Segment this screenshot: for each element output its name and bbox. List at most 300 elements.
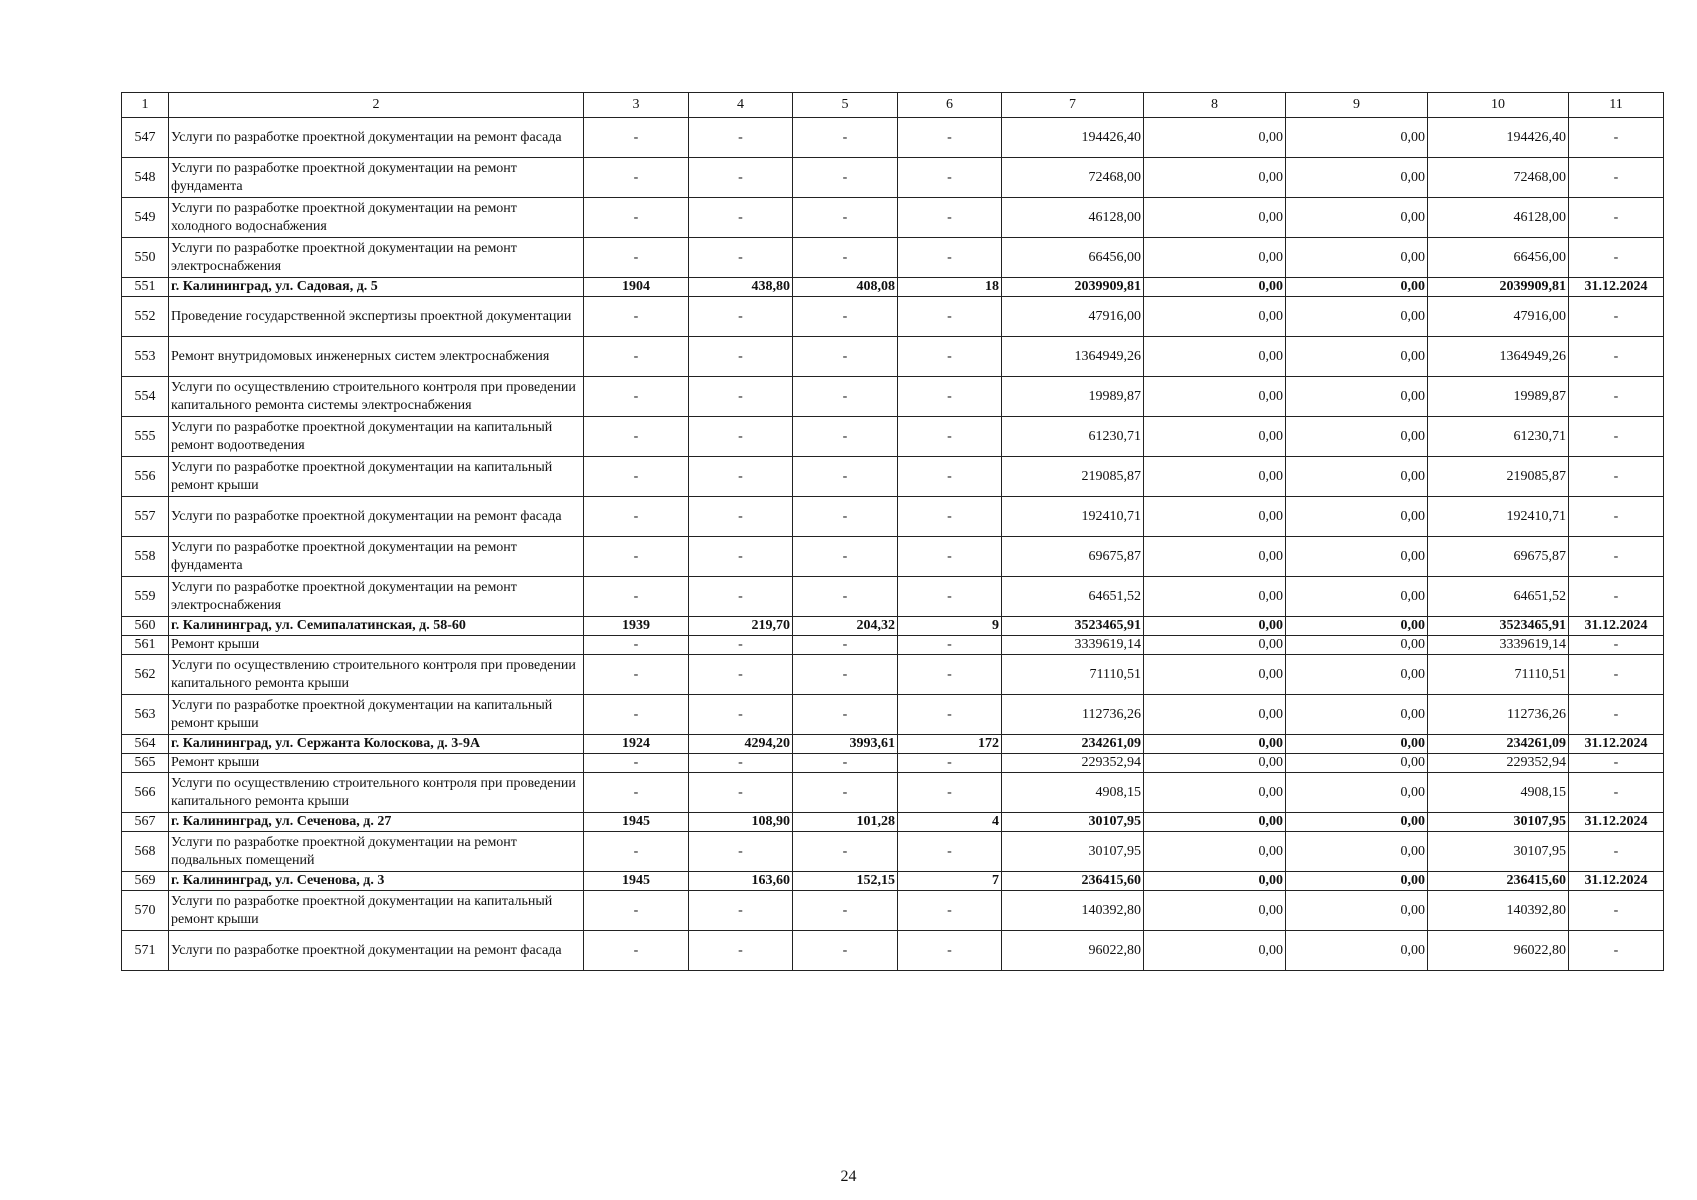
description-cell: Услуги по разработке проектной документации на ремонт подвальных помещений: [169, 832, 584, 872]
col8-cell: 0,00: [1144, 278, 1286, 297]
col8-cell: 0,00: [1144, 238, 1286, 278]
date-cell: -: [1569, 577, 1664, 617]
col5-cell: -: [793, 832, 898, 872]
col7-cell: 1364949,26: [1002, 337, 1144, 377]
col6-cell: -: [898, 695, 1002, 735]
table-row: [122, 655, 1664, 695]
year-cell: -: [584, 537, 689, 577]
col7-cell: 46128,00: [1002, 198, 1144, 238]
col5-cell: -: [793, 457, 898, 497]
table-row: [122, 297, 1664, 337]
col5-cell: -: [793, 891, 898, 931]
description-cell: Проведение государственной экспертизы проектной документации: [169, 297, 584, 337]
col6-cell: 4: [898, 813, 1002, 832]
col7-cell: 2039909,81: [1002, 278, 1144, 297]
year-cell: -: [584, 377, 689, 417]
col9-cell: 0,00: [1286, 695, 1428, 735]
col5-cell: -: [793, 773, 898, 813]
date-cell: -: [1569, 931, 1664, 971]
col9-cell: 0,00: [1286, 337, 1428, 377]
row-number-cell: 550: [122, 238, 169, 278]
description-cell: г. Калининград, ул. Сеченова, д. 3: [169, 872, 584, 891]
date-cell: 31.12.2024: [1569, 872, 1664, 891]
col6-cell: -: [898, 118, 1002, 158]
col9-cell: 0,00: [1286, 118, 1428, 158]
col10-cell: 19989,87: [1428, 377, 1569, 417]
col8-cell: 0,00: [1144, 872, 1286, 891]
col5-cell: -: [793, 238, 898, 278]
page-number: 24: [840, 1168, 857, 1185]
col5-cell: -: [793, 695, 898, 735]
col9-cell: 0,00: [1286, 872, 1428, 891]
col5-cell: -: [793, 655, 898, 695]
year-cell: -: [584, 832, 689, 872]
col8-cell: 0,00: [1144, 655, 1286, 695]
table-row: [122, 337, 1664, 377]
date-cell: -: [1569, 198, 1664, 238]
row-number-cell: 553: [122, 337, 169, 377]
col7-cell: 219085,87: [1002, 457, 1144, 497]
col6-cell: -: [898, 577, 1002, 617]
description-cell: Ремонт крыши: [169, 754, 584, 773]
col6-cell: -: [898, 158, 1002, 198]
col6-cell: -: [898, 497, 1002, 537]
year-cell: -: [584, 417, 689, 457]
row-number-cell: 570: [122, 891, 169, 931]
col4-cell: -: [689, 198, 793, 238]
year-cell: -: [584, 931, 689, 971]
col6-cell: -: [898, 337, 1002, 377]
col6-cell: -: [898, 537, 1002, 577]
table-row: [122, 931, 1664, 971]
col8-cell: 0,00: [1144, 297, 1286, 337]
col7-cell: 47916,00: [1002, 297, 1144, 337]
description-cell: Услуги по разработке проектной документации на ремонт фасада: [169, 118, 584, 158]
description-cell: Услуги по разработке проектной документации на ремонт фасада: [169, 931, 584, 971]
col4-cell: -: [689, 537, 793, 577]
year-cell: 1945: [584, 872, 689, 891]
row-number-cell: 555: [122, 417, 169, 457]
col5-cell: -: [793, 337, 898, 377]
col9-cell: 0,00: [1286, 735, 1428, 754]
date-cell: -: [1569, 773, 1664, 813]
col10-cell: 64651,52: [1428, 577, 1569, 617]
row-number-cell: 557: [122, 497, 169, 537]
year-cell: -: [584, 773, 689, 813]
col9-cell: 0,00: [1286, 297, 1428, 337]
table-row: [122, 695, 1664, 735]
column-header: 11: [1569, 93, 1664, 118]
col10-cell: 234261,09: [1428, 735, 1569, 754]
year-cell: -: [584, 337, 689, 377]
date-cell: -: [1569, 297, 1664, 337]
description-cell: Услуги по разработке проектной документации на капитальный ремонт крыши: [169, 891, 584, 931]
col9-cell: 0,00: [1286, 377, 1428, 417]
table-row: [122, 832, 1664, 872]
row-number-cell: 568: [122, 832, 169, 872]
date-cell: -: [1569, 417, 1664, 457]
col5-cell: 101,28: [793, 813, 898, 832]
col4-cell: -: [689, 337, 793, 377]
col9-cell: 0,00: [1286, 158, 1428, 198]
year-cell: 1945: [584, 813, 689, 832]
col6-cell: -: [898, 773, 1002, 813]
col9-cell: 0,00: [1286, 636, 1428, 655]
date-cell: -: [1569, 695, 1664, 735]
col6-cell: -: [898, 655, 1002, 695]
description-cell: Услуги по разработке проектной документации на капитальный ремонт водоотведения: [169, 417, 584, 457]
col9-cell: 0,00: [1286, 891, 1428, 931]
row-number-cell: 561: [122, 636, 169, 655]
program-table: [121, 92, 1664, 971]
row-number-cell: 547: [122, 118, 169, 158]
col9-cell: 0,00: [1286, 238, 1428, 278]
row-number-cell: 559: [122, 577, 169, 617]
col8-cell: 0,00: [1144, 695, 1286, 735]
col4-cell: -: [689, 754, 793, 773]
description-cell: Услуги по разработке проектной документации на капитальный ремонт крыши: [169, 695, 584, 735]
year-cell: 1924: [584, 735, 689, 754]
col10-cell: 47916,00: [1428, 297, 1569, 337]
row-number-cell: 556: [122, 457, 169, 497]
col9-cell: 0,00: [1286, 754, 1428, 773]
col6-cell: -: [898, 198, 1002, 238]
col6-cell: -: [898, 754, 1002, 773]
col5-cell: -: [793, 497, 898, 537]
description-cell: Услуги по разработке проектной документации на капитальный ремонт крыши: [169, 457, 584, 497]
col8-cell: 0,00: [1144, 537, 1286, 577]
col5-cell: -: [793, 636, 898, 655]
description-cell: Услуги по разработке проектной документации на ремонт фасада: [169, 497, 584, 537]
date-cell: 31.12.2024: [1569, 735, 1664, 754]
col4-cell: 438,80: [689, 278, 793, 297]
date-cell: -: [1569, 754, 1664, 773]
description-cell: Услуги по разработке проектной документации на ремонт электроснабжения: [169, 577, 584, 617]
col4-cell: 108,90: [689, 813, 793, 832]
col7-cell: 96022,80: [1002, 931, 1144, 971]
col10-cell: 3523465,91: [1428, 617, 1569, 636]
col7-cell: 71110,51: [1002, 655, 1144, 695]
year-cell: -: [584, 238, 689, 278]
col5-cell: 204,32: [793, 617, 898, 636]
col5-cell: 3993,61: [793, 735, 898, 754]
col9-cell: 0,00: [1286, 655, 1428, 695]
col9-cell: 0,00: [1286, 198, 1428, 238]
col5-cell: -: [793, 377, 898, 417]
year-cell: -: [584, 297, 689, 337]
col7-cell: 64651,52: [1002, 577, 1144, 617]
col9-cell: 0,00: [1286, 577, 1428, 617]
col7-cell: 229352,94: [1002, 754, 1144, 773]
col6-cell: 7: [898, 872, 1002, 891]
col5-cell: -: [793, 754, 898, 773]
col8-cell: 0,00: [1144, 813, 1286, 832]
col4-cell: -: [689, 497, 793, 537]
description-cell: г. Калининград, ул. Садовая, д. 5: [169, 278, 584, 297]
table-row: [122, 238, 1664, 278]
description-cell: Ремонт крыши: [169, 636, 584, 655]
col4-cell: -: [689, 158, 793, 198]
year-cell: -: [584, 198, 689, 238]
col10-cell: 194426,40: [1428, 118, 1569, 158]
year-cell: -: [584, 497, 689, 537]
description-cell: Услуги по разработке проектной документации на ремонт электроснабжения: [169, 238, 584, 278]
date-cell: -: [1569, 457, 1664, 497]
col8-cell: 0,00: [1144, 735, 1286, 754]
table-row: [122, 198, 1664, 238]
col8-cell: 0,00: [1144, 198, 1286, 238]
row-number-cell: 566: [122, 773, 169, 813]
column-header: 8: [1144, 93, 1286, 118]
col4-cell: -: [689, 655, 793, 695]
col7-cell: 19989,87: [1002, 377, 1144, 417]
col10-cell: 46128,00: [1428, 198, 1569, 238]
col4-cell: -: [689, 577, 793, 617]
col6-cell: -: [898, 636, 1002, 655]
row-number-cell: 562: [122, 655, 169, 695]
col6-cell: -: [898, 377, 1002, 417]
col6-cell: 18: [898, 278, 1002, 297]
col10-cell: 229352,94: [1428, 754, 1569, 773]
col6-cell: -: [898, 891, 1002, 931]
col10-cell: 61230,71: [1428, 417, 1569, 457]
col10-cell: 2039909,81: [1428, 278, 1569, 297]
col10-cell: 71110,51: [1428, 655, 1569, 695]
row-number-cell: 560: [122, 617, 169, 636]
col4-cell: -: [689, 238, 793, 278]
date-cell: -: [1569, 636, 1664, 655]
col10-cell: 72468,00: [1428, 158, 1569, 198]
date-cell: 31.12.2024: [1569, 278, 1664, 297]
date-cell: -: [1569, 537, 1664, 577]
col10-cell: 192410,71: [1428, 497, 1569, 537]
row-number-cell: 565: [122, 754, 169, 773]
column-header: 10: [1428, 93, 1569, 118]
col5-cell: -: [793, 118, 898, 158]
col10-cell: 4908,15: [1428, 773, 1569, 813]
col5-cell: -: [793, 577, 898, 617]
col5-cell: 152,15: [793, 872, 898, 891]
col8-cell: 0,00: [1144, 931, 1286, 971]
col4-cell: -: [689, 417, 793, 457]
col4-cell: -: [689, 118, 793, 158]
col8-cell: 0,00: [1144, 577, 1286, 617]
table-row: [122, 417, 1664, 457]
col4-cell: -: [689, 773, 793, 813]
col4-cell: -: [689, 891, 793, 931]
column-header: 6: [898, 93, 1002, 118]
col10-cell: 69675,87: [1428, 537, 1569, 577]
col7-cell: 112736,26: [1002, 695, 1144, 735]
year-cell: -: [584, 655, 689, 695]
col10-cell: 1364949,26: [1428, 337, 1569, 377]
col6-cell: -: [898, 457, 1002, 497]
date-cell: 31.12.2024: [1569, 813, 1664, 832]
col8-cell: 0,00: [1144, 158, 1286, 198]
col10-cell: 30107,95: [1428, 832, 1569, 872]
col6-cell: -: [898, 297, 1002, 337]
column-header: 4: [689, 93, 793, 118]
col6-cell: -: [898, 931, 1002, 971]
col7-cell: 30107,95: [1002, 813, 1144, 832]
col10-cell: 219085,87: [1428, 457, 1569, 497]
col8-cell: 0,00: [1144, 497, 1286, 537]
col4-cell: 219,70: [689, 617, 793, 636]
date-cell: 31.12.2024: [1569, 617, 1664, 636]
col8-cell: 0,00: [1144, 891, 1286, 931]
date-cell: -: [1569, 891, 1664, 931]
col9-cell: 0,00: [1286, 278, 1428, 297]
col4-cell: -: [689, 297, 793, 337]
col7-cell: 66456,00: [1002, 238, 1144, 278]
col7-cell: 72468,00: [1002, 158, 1144, 198]
table-row: [122, 577, 1664, 617]
col4-cell: -: [689, 457, 793, 497]
col9-cell: 0,00: [1286, 773, 1428, 813]
description-cell: г. Калининград, ул. Сеченова, д. 27: [169, 813, 584, 832]
description-cell: Ремонт внутридомовых инженерных систем электроснабжения: [169, 337, 584, 377]
col8-cell: 0,00: [1144, 457, 1286, 497]
col10-cell: 66456,00: [1428, 238, 1569, 278]
table-row: [122, 537, 1664, 577]
col7-cell: 192410,71: [1002, 497, 1144, 537]
col6-cell: 9: [898, 617, 1002, 636]
date-cell: -: [1569, 377, 1664, 417]
year-cell: -: [584, 695, 689, 735]
col7-cell: 4908,15: [1002, 773, 1144, 813]
col4-cell: -: [689, 832, 793, 872]
table-row: [122, 118, 1664, 158]
year-cell: -: [584, 457, 689, 497]
col8-cell: 0,00: [1144, 754, 1286, 773]
col4-cell: -: [689, 931, 793, 971]
col4-cell: 4294,20: [689, 735, 793, 754]
col6-cell: 172: [898, 735, 1002, 754]
description-cell: Услуги по осуществлению строительного контроля при проведении капитального ремонта системы электроснабжения: [169, 377, 584, 417]
col10-cell: 96022,80: [1428, 931, 1569, 971]
header-row: [122, 93, 1664, 118]
col8-cell: 0,00: [1144, 118, 1286, 158]
col10-cell: 30107,95: [1428, 813, 1569, 832]
col5-cell: 408,08: [793, 278, 898, 297]
year-cell: -: [584, 118, 689, 158]
table-row: [122, 891, 1664, 931]
row-number-cell: 571: [122, 931, 169, 971]
col6-cell: -: [898, 832, 1002, 872]
description-cell: Услуги по разработке проектной документации на ремонт фундамента: [169, 537, 584, 577]
year-cell: 1939: [584, 617, 689, 636]
description-cell: Услуги по разработке проектной документации на ремонт фундамента: [169, 158, 584, 198]
col9-cell: 0,00: [1286, 537, 1428, 577]
col5-cell: -: [793, 198, 898, 238]
col8-cell: 0,00: [1144, 617, 1286, 636]
col7-cell: 140392,80: [1002, 891, 1144, 931]
column-header: 5: [793, 93, 898, 118]
col7-cell: 69675,87: [1002, 537, 1144, 577]
column-header: 7: [1002, 93, 1144, 118]
date-cell: -: [1569, 118, 1664, 158]
row-number-cell: 567: [122, 813, 169, 832]
col4-cell: -: [689, 636, 793, 655]
col8-cell: 0,00: [1144, 337, 1286, 377]
col10-cell: 112736,26: [1428, 695, 1569, 735]
row-number-cell: 563: [122, 695, 169, 735]
col5-cell: -: [793, 417, 898, 457]
row-number-cell: 548: [122, 158, 169, 198]
date-cell: -: [1569, 832, 1664, 872]
col9-cell: 0,00: [1286, 832, 1428, 872]
col4-cell: -: [689, 695, 793, 735]
date-cell: -: [1569, 337, 1664, 377]
table-row: [122, 377, 1664, 417]
date-cell: -: [1569, 238, 1664, 278]
col9-cell: 0,00: [1286, 931, 1428, 971]
table-row: [122, 636, 1664, 655]
table-row: [122, 754, 1664, 773]
address-row: [122, 617, 1664, 636]
col7-cell: 3339619,14: [1002, 636, 1144, 655]
description-cell: Услуги по осуществлению строительного контроля при проведении капитального ремонта крыши: [169, 773, 584, 813]
col6-cell: -: [898, 238, 1002, 278]
year-cell: -: [584, 577, 689, 617]
column-header: 1: [122, 93, 169, 118]
col9-cell: 0,00: [1286, 617, 1428, 636]
row-number-cell: 564: [122, 735, 169, 754]
year-cell: -: [584, 754, 689, 773]
table-row: [122, 497, 1664, 537]
row-number-cell: 554: [122, 377, 169, 417]
address-row: [122, 735, 1664, 754]
col9-cell: 0,00: [1286, 457, 1428, 497]
row-number-cell: 551: [122, 278, 169, 297]
col5-cell: -: [793, 297, 898, 337]
col5-cell: -: [793, 931, 898, 971]
col7-cell: 30107,95: [1002, 832, 1144, 872]
row-number-cell: 552: [122, 297, 169, 337]
col10-cell: 236415,60: [1428, 872, 1569, 891]
table-row: [122, 773, 1664, 813]
col10-cell: 3339619,14: [1428, 636, 1569, 655]
table-row: [122, 457, 1664, 497]
address-row: [122, 872, 1664, 891]
col7-cell: 234261,09: [1002, 735, 1144, 754]
table-body: [122, 118, 1664, 971]
year-cell: -: [584, 891, 689, 931]
col8-cell: 0,00: [1144, 377, 1286, 417]
description-cell: г. Калининград, ул. Сержанта Колоскова, д. 3-9А: [169, 735, 584, 754]
address-row: [122, 278, 1664, 297]
column-header: 9: [1286, 93, 1428, 118]
year-cell: -: [584, 636, 689, 655]
row-number-cell: 558: [122, 537, 169, 577]
col8-cell: 0,00: [1144, 832, 1286, 872]
col5-cell: -: [793, 158, 898, 198]
col7-cell: 3523465,91: [1002, 617, 1144, 636]
col6-cell: -: [898, 417, 1002, 457]
col7-cell: 194426,40: [1002, 118, 1144, 158]
col4-cell: 163,60: [689, 872, 793, 891]
col8-cell: 0,00: [1144, 773, 1286, 813]
col4-cell: -: [689, 377, 793, 417]
row-number-cell: 549: [122, 198, 169, 238]
year-cell: 1904: [584, 278, 689, 297]
col9-cell: 0,00: [1286, 813, 1428, 832]
row-number-cell: 569: [122, 872, 169, 891]
description-cell: Услуги по разработке проектной документации на ремонт холодного водоснабжения: [169, 198, 584, 238]
col9-cell: 0,00: [1286, 497, 1428, 537]
date-cell: -: [1569, 497, 1664, 537]
description-cell: г. Калининград, ул. Семипалатинская, д. 58-60: [169, 617, 584, 636]
